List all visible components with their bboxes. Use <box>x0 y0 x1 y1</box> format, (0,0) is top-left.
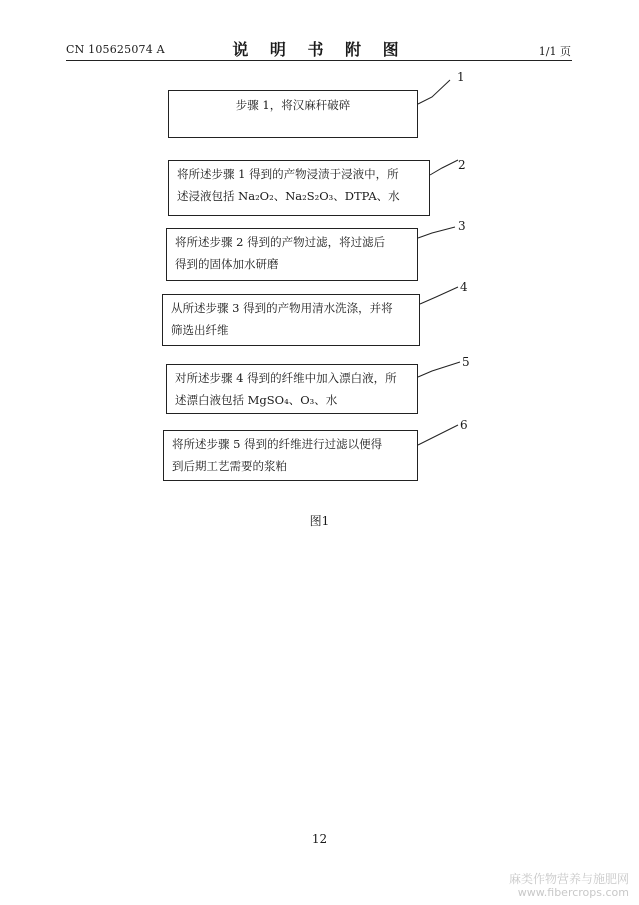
step-6-line-1: 将所述步骤 5 得到的纤维进行过滤以便得 <box>172 437 383 451</box>
page-info: 1/1 页 <box>538 45 571 58</box>
step-label-1: 1 <box>457 70 465 84</box>
step-1-line-1: 步骤 1，将汉麻秆破碎 <box>235 98 351 112</box>
step-2-line-1: 将所述步骤 1 得到的产物浸渍于浸液中，所 <box>177 167 399 181</box>
step-box-3 <box>166 228 418 281</box>
step-3-line-1: 将所述步骤 2 得到的产物过滤，将过滤后 <box>175 235 386 249</box>
document-title: 说 明 书 附 图 <box>232 40 407 59</box>
step-4-line-1: 从所述步骤 3 得到的产物用清水洗涤，并将 <box>171 301 393 315</box>
step-label-6: 6 <box>460 418 468 432</box>
step-2-line-2: 述浸液包括 Na₂O₂、Na₂S₂O₃、DTPA、水 <box>177 189 400 203</box>
step-label-3: 3 <box>458 219 466 233</box>
page-number: 12 <box>311 832 328 846</box>
leader-line-3 <box>418 227 455 238</box>
step-box-2 <box>168 160 430 216</box>
step-4-line-2: 筛选出纤维 <box>171 323 229 337</box>
step-label-2: 2 <box>458 158 466 172</box>
leader-line-5 <box>418 362 460 377</box>
leader-line-2 <box>430 160 458 175</box>
leader-line-1 <box>418 80 450 104</box>
leader-line-4 <box>420 287 458 304</box>
step-5-line-2: 述漂白液包括 MgSO₄、O₃、水 <box>175 393 338 407</box>
publication-number: CN 105625074 A <box>66 43 165 56</box>
step-3-line-2: 得到的固体加水研磨 <box>175 257 279 271</box>
leader-line-6 <box>418 425 458 445</box>
figure-caption: 图1 <box>309 514 330 528</box>
watermark-url: www.fibercrops.com <box>517 886 629 899</box>
step-6-line-2: 到后期工艺需要的浆粕 <box>172 459 287 473</box>
step-5-line-1: 对所述步骤 4 得到的纤维中加入漂白液，所 <box>175 371 397 385</box>
step-label-5: 5 <box>462 355 470 369</box>
step-box-1 <box>168 90 418 138</box>
step-label-4: 4 <box>460 280 468 294</box>
step-box-6 <box>163 430 418 481</box>
watermark-text: 麻类作物营养与施肥网 <box>508 872 629 886</box>
step-box-5 <box>166 364 418 414</box>
step-box-4 <box>162 294 420 346</box>
